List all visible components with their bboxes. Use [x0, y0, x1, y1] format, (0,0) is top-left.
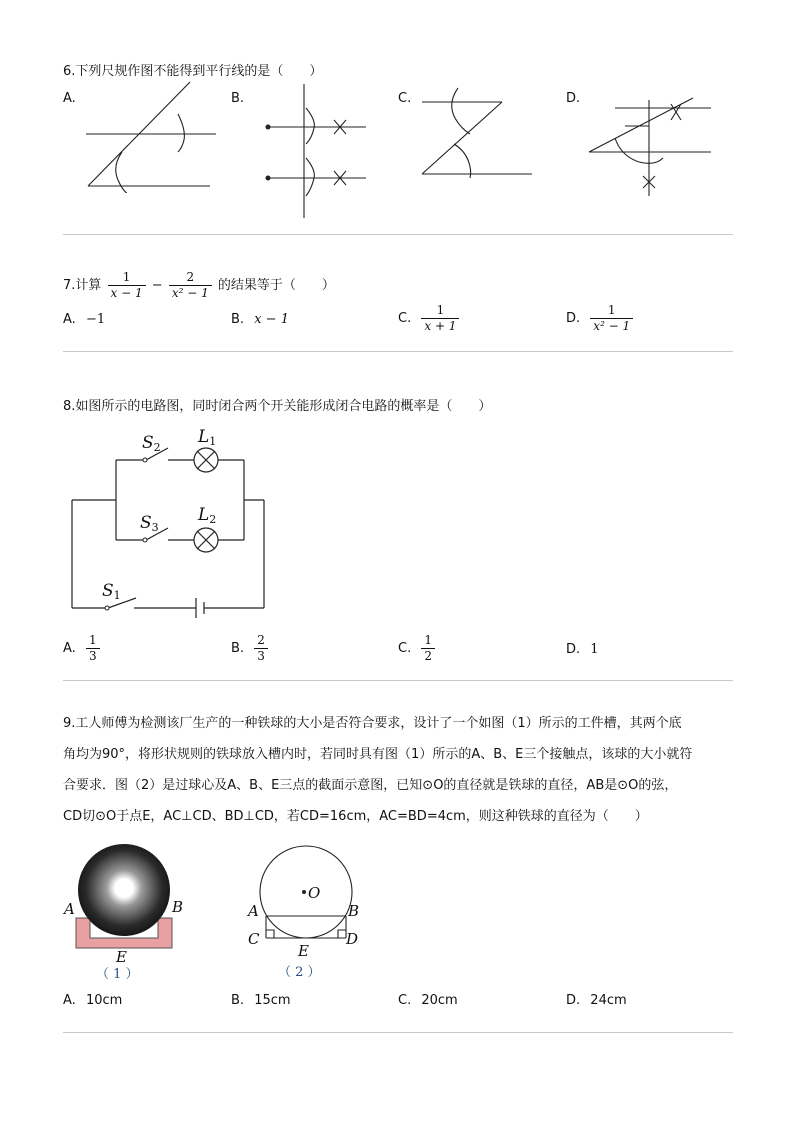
q7-suffix: 的结果等于（ ）: [217, 278, 335, 293]
q7-option-d-fraction: [590, 303, 633, 334]
q9-option-a[interactable]: [63, 993, 122, 1008]
q9-line-2: 角均为90°，将形状规则的铁球放入槽内时，若同时具有图（1）所示的A、B、E三个接触点，该球的大小就符: [63, 747, 693, 762]
q8-option-b-num: 2: [257, 633, 265, 647]
q8-option-c[interactable]: [398, 633, 437, 664]
q6-figure-b: [250, 82, 370, 222]
q9-option-c[interactable]: [398, 993, 458, 1008]
q7-option-a-value: −1: [85, 312, 106, 327]
question-7-stem: [63, 270, 335, 301]
q7-option-b-label: B.: [231, 312, 245, 327]
q9-figure-1: [62, 840, 192, 985]
q7-option-a-label: A.: [63, 312, 76, 327]
q7-frac1-num: 1: [122, 270, 131, 284]
q8-option-a-label: A.: [63, 641, 76, 656]
q7-option-c-den: x + 1: [421, 318, 459, 334]
q7-option-d-den: x² − 1: [590, 318, 633, 334]
q8-option-b-den: 3: [254, 648, 268, 664]
q7-option-c-fraction: [421, 303, 459, 334]
q8-option-a-den: 3: [86, 648, 100, 664]
q6-option-d-label[interactable]: D.: [566, 91, 581, 106]
q9-option-b-label: B.: [231, 993, 245, 1008]
q9-option-c-value: 20cm: [421, 993, 458, 1008]
q8-option-d-value: 1: [590, 642, 599, 657]
q7-prefix: 7.计算: [63, 278, 102, 293]
question-6-stem: 6.下列尺规作图不能得到平行线的是（ ）: [63, 64, 323, 79]
separator-1: [63, 234, 733, 235]
q8-option-c-label: C.: [398, 641, 412, 656]
q8-label-l1: L1: [198, 427, 217, 448]
q6-figure-a: [82, 78, 222, 193]
q6-figure-c: [418, 80, 538, 180]
q8-circuit-diagram: [66, 422, 276, 632]
q8-label-s2: S2: [142, 433, 161, 454]
q9-fig1-label-e: E: [116, 948, 127, 966]
q9-line-3: 合要求．图（2）是过球心及A、B、E三点的截面示意图，已知⊙O的直径就是铁球的直径，AB是⊙O的弦，: [63, 778, 678, 793]
q9-option-d-label: D.: [566, 993, 581, 1008]
q6-figure-d: [585, 90, 715, 200]
q8-label-s1: S1: [102, 581, 121, 602]
q9-option-b-value: 15cm: [254, 993, 291, 1008]
q7-option-c[interactable]: [398, 303, 461, 334]
q8-option-b-label: B.: [231, 641, 245, 656]
q8-option-c-fraction: [421, 633, 435, 664]
q9-fig2-caption: （ 2 ）: [278, 965, 321, 980]
q9-fig1-caption: （ 1 ）: [96, 967, 139, 982]
q6-option-c-label[interactable]: C.: [398, 91, 412, 106]
q9-fig2-label-c: C: [248, 930, 260, 948]
q8-option-c-den: 2: [421, 648, 435, 664]
q9-option-a-value: 10cm: [85, 993, 123, 1008]
q8-option-a[interactable]: [63, 633, 102, 664]
q9-fig1-label-a: A: [64, 900, 75, 918]
q7-option-b-value: x − 1: [254, 312, 289, 327]
q9-line-1: 9.工人师傅为检测该厂生产的一种铁球的大小是否符合要求，设计了一个如图（1）所示的工件槽，其两个底: [63, 716, 682, 731]
q9-line-4: CD切⊙O于点E，AC⊥CD、BD⊥CD，若CD=16cm，AC=BD=4cm，则这种铁球的直径为（ ）: [63, 809, 648, 824]
q9-option-b[interactable]: [231, 993, 291, 1008]
question-8-stem: 8.如图所示的电路图，同时闭合两个开关能形成闭合电路的概率是（ ）: [63, 399, 492, 414]
q9-option-a-label: A.: [63, 993, 76, 1008]
q7-fraction-1: [108, 270, 146, 301]
q8-option-d[interactable]: [566, 642, 599, 657]
q8-option-a-num: 1: [88, 633, 97, 647]
q7-option-d-label: D.: [566, 311, 581, 326]
q6-option-b-label[interactable]: B.: [231, 91, 245, 106]
q6-option-a-label[interactable]: A.: [63, 91, 76, 106]
q9-fig2-label-b: B: [348, 902, 360, 920]
q7-option-c-label: C.: [398, 311, 412, 326]
q8-option-d-label: D.: [566, 642, 581, 657]
q8-option-b-fraction: [254, 633, 268, 664]
q7-frac2-num: 2: [186, 270, 195, 284]
q8-label-s3: S3: [140, 513, 159, 534]
q7-option-d-num: 1: [607, 303, 616, 317]
q7-frac1-den: x − 1: [108, 285, 146, 301]
q9-fig2-label-d: D: [346, 930, 359, 948]
q7-fraction-2: [169, 270, 212, 301]
q9-figure-2: [244, 840, 374, 985]
q8-option-a-fraction: [86, 633, 100, 664]
q9-fig2-label-o: O: [308, 884, 321, 902]
separator-3: [63, 680, 733, 681]
separator-4: [63, 1032, 733, 1033]
q9-fig2-label-a: A: [248, 902, 259, 920]
q9-option-d-value: 24cm: [590, 993, 627, 1008]
q7-option-b[interactable]: [231, 312, 289, 327]
q7-minus: −: [151, 278, 163, 293]
q7-option-d[interactable]: [566, 303, 635, 334]
q9-fig2-label-e: E: [298, 942, 309, 960]
q7-frac2-den: x² − 1: [169, 285, 212, 301]
q9-option-d[interactable]: [566, 993, 627, 1008]
q7-option-c-num: 1: [436, 303, 445, 317]
q8-option-c-num: 1: [424, 633, 432, 647]
separator-2: [63, 351, 733, 352]
q8-label-l2: L2: [198, 505, 217, 526]
q9-option-c-label: C.: [398, 993, 412, 1008]
question-9-stem: [63, 708, 733, 832]
q9-fig1-label-b: B: [172, 898, 184, 916]
q7-option-a[interactable]: [63, 312, 105, 327]
q8-option-b[interactable]: [231, 633, 270, 664]
